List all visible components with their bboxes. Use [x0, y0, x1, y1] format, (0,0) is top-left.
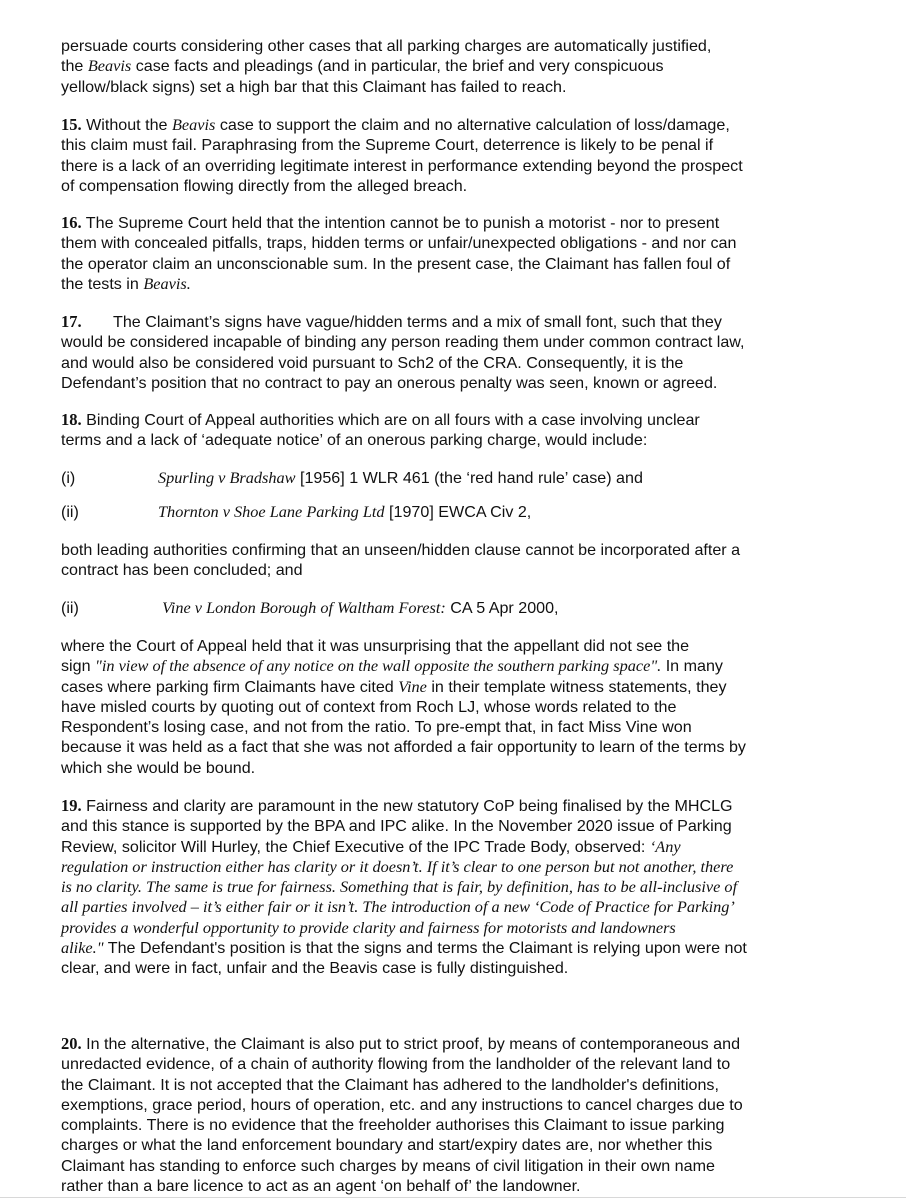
- text-run: in their template witness statements, they: [426, 677, 727, 696]
- case-citation: Thornton v Shoe Lane Parking Ltd: [158, 502, 385, 521]
- quotation-line: regulation or instruction either has clarity or it doesn’t. If it’s clear to one person but not another, there: [61, 856, 734, 876]
- quotation-line: is no clarity. The same is true for fairness. Something that is fair, by definition, has to be all-inclusive of: [61, 877, 738, 897]
- text-run: cases where parking firm Claimants have cited: [61, 677, 399, 696]
- text-run: In the alternative, the Claimant is also put to strict proof, by means of contemporaneous and: [81, 1035, 741, 1053]
- text-line: them with concealed pitfalls, traps, hidden terms or unfair/unexpected obligations - and nor can: [61, 234, 737, 253]
- text-run: sign: [61, 657, 95, 676]
- paragraph-15: [61, 115, 851, 196]
- paragraph-17: [61, 312, 851, 393]
- text-run: The Claimant’s signs have vague/hidden terms and a mix of small font, such that they: [113, 313, 722, 331]
- text-line: both leading authorities confirming that an unseen/hidden clause cannot be incorporated after a: [61, 541, 741, 559]
- list-label: (ii): [61, 599, 79, 617]
- text-run: Binding Court of Appeal authorities which are on all fours with a case involving unclear: [81, 411, 700, 429]
- quotation-line: provides a wonderful opportunity to provide clarity and fairness for motorists and landowners: [61, 917, 676, 937]
- text-line: rather than a bare licence to act as an agent ‘on behalf of’ the landowner.: [61, 1177, 581, 1196]
- list-label: (ii): [61, 503, 79, 521]
- paragraph-both-leading: [61, 540, 851, 581]
- text-line: charges or what the land enforcement boundary and start/expiry dates are, nor whether this: [61, 1136, 713, 1155]
- text-run: Fairness and clarity are paramount in the new statutory CoP being finalised by the MHCLG: [81, 797, 733, 815]
- text-line: clear, and were in fact, unfair and the Beavis case is fully distinguished.: [61, 959, 569, 978]
- paragraph-19: [61, 796, 851, 979]
- page-bottom-edge: [0, 1197, 906, 1198]
- text-line: complaints. There is no evidence that the freeholder authorises this Claimant to issue parking: [61, 1116, 725, 1135]
- text-line: persuade courts considering other cases that all parking charges are automatically justified,: [61, 37, 712, 55]
- text-run: the: [61, 57, 88, 76]
- paragraph-number: 15.: [61, 115, 82, 134]
- paragraph-18: [61, 410, 851, 451]
- paragraph-number: 18.: [61, 410, 82, 429]
- text-run: the tests in: [61, 274, 144, 293]
- authority-list-item: [61, 502, 531, 522]
- text-line: this claim must fail. Paraphrasing from the Supreme Court, deterrence is likely to be penal if: [61, 136, 714, 155]
- text-line: [61, 274, 851, 294]
- quotation: "in view of the absence of any notice on the wall opposite the southern parking space".: [95, 656, 662, 676]
- quotation-line: all parties involved – it’s either fair or it isn’t. The introduction of a new ‘Code of Practice for Parking’: [61, 897, 735, 917]
- text-line: contract has been concluded; and: [61, 561, 303, 580]
- text-run: case facts and pleadings (and in particular, the brief and very conspicuous: [131, 57, 664, 76]
- text-line: which she would be bound.: [61, 758, 256, 777]
- text-line: [61, 213, 851, 233]
- text-line: exemptions, grace period, hours of operation, etc. and any instructions to cancel charges due to: [61, 1095, 743, 1114]
- text-line: [61, 56, 851, 76]
- authority-list-item: [61, 468, 643, 488]
- quotation: alike.": [61, 938, 104, 958]
- paragraph-number: 19.: [61, 796, 82, 815]
- text-line: Defendant’s position that no contract to pay an onerous penalty was seen, known or agreed.: [61, 373, 718, 392]
- text-line: terms and a lack of ‘adequate notice’ of an onerous parking charge, would include:: [61, 431, 648, 450]
- citation-detail: [1956] 1 WLR 461 (the ‘red hand rule’ case) and: [295, 469, 643, 487]
- text-line: have misled courts by quoting out of context from Roch LJ, whose words related to the: [61, 697, 677, 716]
- text-line: the operator claim an unconscionable sum. In the present case, the Claimant has fallen foul of: [61, 254, 731, 273]
- text-line: and would also be considered void pursuant to Sch2 of the CRA. Consequently, it is the: [61, 353, 684, 372]
- text-line: [61, 312, 851, 332]
- text-run: Without the: [81, 116, 172, 134]
- text-line: unredacted evidence, of a chain of authority flowing from the landholder of the relevant land to: [61, 1055, 731, 1074]
- text-run: The Defendant's position is that the signs and terms the Claimant is relying upon were not: [103, 939, 747, 958]
- text-line: [61, 1034, 851, 1054]
- text-line: where the Court of Appeal held that it was unsurprising that the appellant did not see the: [61, 637, 690, 655]
- text-line: Respondent’s losing case, and not from the ratio. To pre-empt that, in fact Miss Vine won: [61, 718, 692, 737]
- text-run: The Supreme Court held that the intention cannot be to punish a motorist - nor to present: [81, 214, 720, 232]
- text-line: [61, 837, 851, 857]
- quotation: ‘Any: [649, 836, 681, 856]
- citation-detail: CA 5 Apr 2000,: [445, 599, 559, 617]
- list-label: (i): [61, 469, 76, 487]
- case-citation: Spurling v Bradshaw: [158, 468, 296, 487]
- text-line: [61, 656, 851, 676]
- case-citation: Vine: [398, 676, 427, 696]
- text-line: yellow/black signs) set a high bar that this Claimant has failed to reach.: [61, 77, 567, 96]
- text-line: there is a lack of an overriding legitimate interest in performance extending beyond the prospect: [61, 156, 743, 175]
- paragraph-vine-discussion: [61, 636, 851, 778]
- text-line: would be considered incapable of binding any person reading them under common contract law,: [61, 333, 745, 352]
- text-run: case to support the claim and no alternative calculation of loss/damage,: [215, 116, 730, 134]
- authority-list-item: [61, 598, 559, 618]
- text-line: [61, 410, 851, 430]
- text-line: of compensation flowing directly from the alleged breach.: [61, 176, 468, 195]
- text-line: [61, 796, 851, 816]
- text-run: Review, solicitor Will Hurley, the Chief Executive of the IPC Trade Body, observed:: [61, 837, 650, 856]
- paragraph-14-continued: [61, 36, 851, 97]
- text-line: the Claimant. It is not accepted that the Claimant has adhered to the landholder's definitions,: [61, 1075, 719, 1094]
- paragraph-16: [61, 213, 851, 294]
- case-citation: Beavis: [87, 56, 132, 76]
- case-citation: Vine v London Borough of Waltham Forest:: [158, 598, 446, 617]
- paragraph-number: 17.: [61, 312, 82, 331]
- text-line: because it was held as a fact that she was not afforded a fair opportunity to learn of the terms by: [61, 738, 746, 757]
- case-citation: Beavis.: [143, 273, 191, 293]
- case-citation: Beavis: [171, 115, 216, 134]
- paragraph-number: 16.: [61, 213, 82, 232]
- text-line: [61, 938, 851, 958]
- citation-detail: [1970] EWCA Civ 2,: [384, 503, 532, 521]
- paragraph-20: [61, 1034, 851, 1196]
- text-line: and this stance is supported by the BPA and IPC alike. In the November 2020 issue of Parking: [61, 817, 732, 836]
- text-line: Claimant has standing to enforce such charges by means of civil litigation in their own name: [61, 1156, 715, 1175]
- text-line: [61, 677, 851, 697]
- text-run: In many: [661, 657, 723, 676]
- text-line: [61, 115, 851, 135]
- paragraph-number: 20.: [61, 1034, 82, 1053]
